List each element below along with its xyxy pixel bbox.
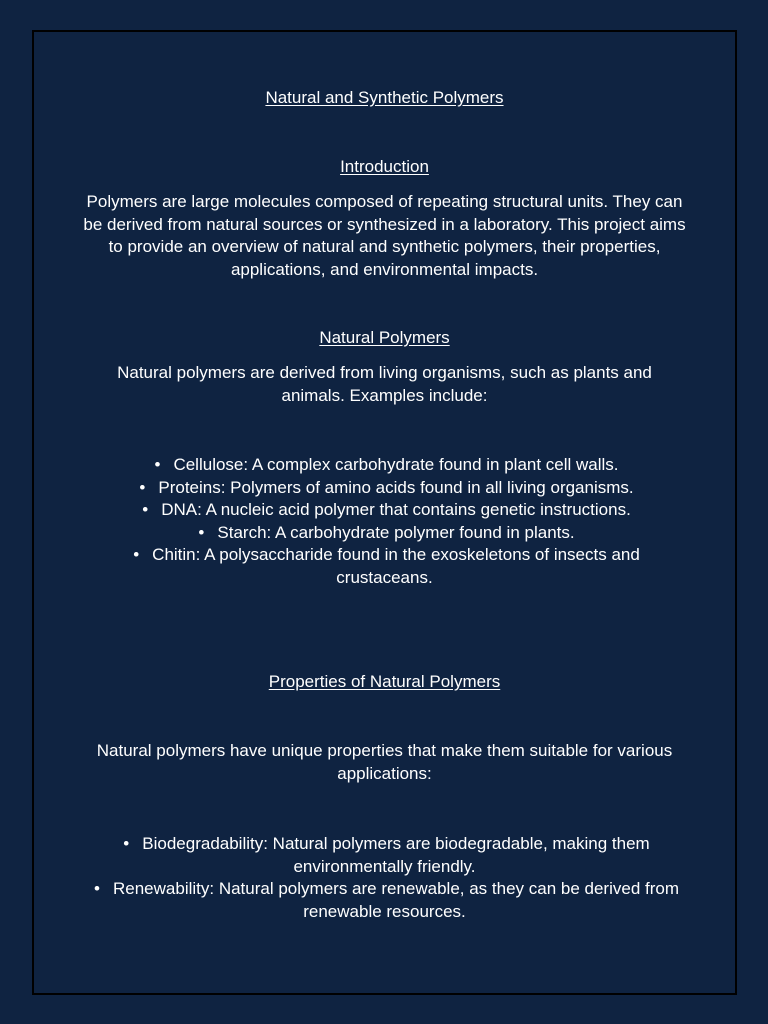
- bullet-icon: •: [133, 545, 140, 564]
- section-heading-properties: Properties of Natural Polymers: [268, 672, 501, 691]
- list-item-text: Biodegradability: Natural polymers are biodegradable, making them environmentally friendly.: [142, 834, 650, 876]
- list-item: [34, 544, 735, 589]
- list-item-text: Starch: A carbohydrate polymer found in plants.: [217, 522, 575, 542]
- introduction-paragraph: Polymers are large molecules composed of repeating structural units. They can be derived from natural sources or synthesized in a laboratory. This project aims to provide an overview of natural and synthetic polymers, their properties, applications, and environmental impacts.: [83, 192, 686, 279]
- list-item: [34, 499, 735, 522]
- bullet-icon: •: [94, 879, 100, 898]
- list-item: [34, 878, 735, 923]
- natural-polymers-paragraph: Natural polymers are derived from living organisms, such as plants and animals. Examples include:: [117, 363, 652, 405]
- list-item-text: Proteins: Polymers of amino acids found in all living organisms.: [158, 477, 634, 497]
- document-title: Natural and Synthetic Polymers: [265, 88, 504, 107]
- bullet-icon: •: [123, 834, 130, 853]
- properties-list: [34, 833, 735, 923]
- list-item: [34, 477, 735, 500]
- section-heading-natural-polymers: Natural Polymers: [319, 328, 450, 347]
- list-item-text: Cellulose: A complex carbohydrate found in plant cell walls.: [173, 455, 619, 474]
- properties-paragraph: Natural polymers have unique properties that make them suitable for various applications:: [96, 741, 673, 783]
- list-item: [34, 454, 735, 477]
- natural-polymers-examples-list: [34, 454, 735, 589]
- list-item-text: Chitin: A polysaccharide found in the exoskeletons of insects and crustaceans.: [152, 545, 640, 587]
- list-item-text: Renewability: Natural polymers are renewable, as they can be derived from renewable resources.: [113, 879, 679, 921]
- document-page: [32, 30, 737, 995]
- bullet-icon: •: [139, 477, 146, 497]
- list-item: [34, 522, 735, 545]
- bullet-icon: •: [142, 500, 149, 519]
- section-heading-introduction: Introduction: [340, 157, 429, 176]
- bullet-icon: •: [154, 455, 161, 474]
- bullet-icon: •: [198, 522, 205, 542]
- list-item-text: DNA: A nucleic acid polymer that contains genetic instructions.: [161, 500, 631, 519]
- list-item: [34, 833, 735, 878]
